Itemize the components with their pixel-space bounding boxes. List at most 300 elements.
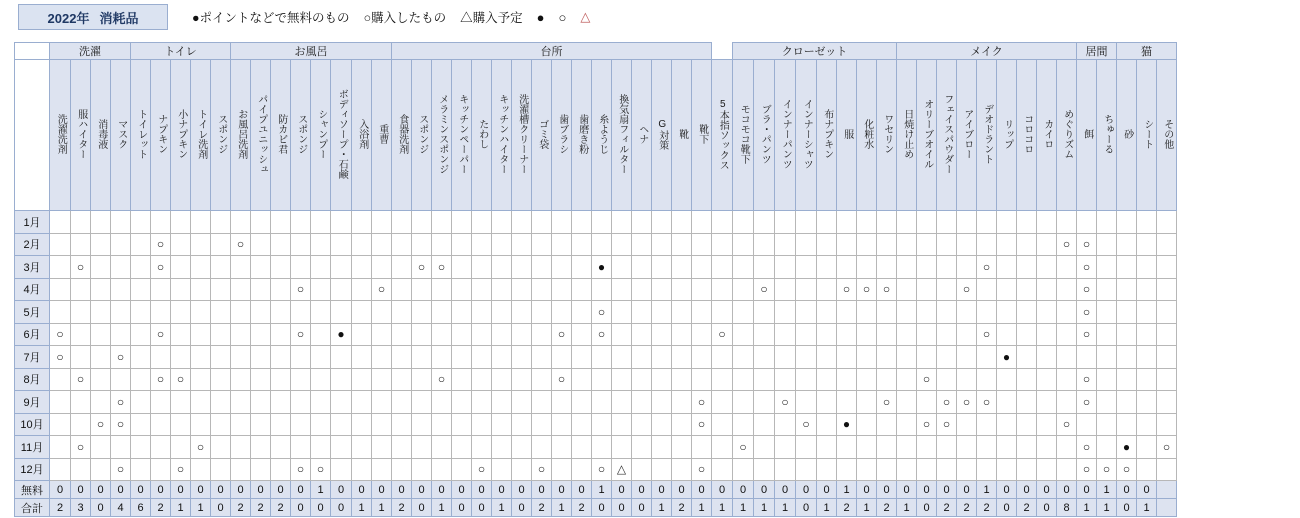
- data-cell[interactable]: [754, 233, 775, 256]
- data-cell[interactable]: [231, 256, 251, 279]
- data-cell[interactable]: [632, 211, 652, 234]
- data-cell[interactable]: [372, 233, 392, 256]
- data-cell[interactable]: [612, 301, 632, 324]
- data-cell[interactable]: ○: [1157, 436, 1177, 459]
- data-cell[interactable]: [817, 233, 837, 256]
- data-cell[interactable]: [754, 368, 775, 391]
- data-cell[interactable]: [632, 458, 652, 481]
- data-cell[interactable]: [352, 323, 372, 346]
- data-cell[interactable]: [372, 458, 392, 481]
- data-cell[interactable]: [733, 391, 754, 414]
- data-cell[interactable]: [412, 301, 432, 324]
- data-cell[interactable]: ○: [937, 413, 957, 436]
- data-cell[interactable]: [1037, 436, 1057, 459]
- data-cell[interactable]: [251, 211, 271, 234]
- data-cell[interactable]: [957, 346, 977, 369]
- data-cell[interactable]: [817, 323, 837, 346]
- data-cell[interactable]: [532, 256, 552, 279]
- data-cell[interactable]: [1017, 368, 1037, 391]
- data-cell[interactable]: [796, 278, 817, 301]
- data-cell[interactable]: ●: [837, 413, 857, 436]
- data-cell[interactable]: [1117, 391, 1137, 414]
- data-cell[interactable]: [1137, 436, 1157, 459]
- data-cell[interactable]: [1037, 346, 1057, 369]
- data-cell[interactable]: [937, 211, 957, 234]
- data-cell[interactable]: [1037, 278, 1057, 301]
- data-cell[interactable]: [392, 301, 412, 324]
- data-cell[interactable]: [352, 391, 372, 414]
- data-cell[interactable]: ○: [937, 391, 957, 414]
- data-cell[interactable]: ○: [837, 278, 857, 301]
- data-cell[interactable]: [592, 391, 612, 414]
- data-cell[interactable]: [1157, 458, 1177, 481]
- data-cell[interactable]: [1157, 256, 1177, 279]
- data-cell[interactable]: [71, 301, 91, 324]
- data-cell[interactable]: [1077, 211, 1097, 234]
- data-cell[interactable]: ○: [733, 436, 754, 459]
- data-cell[interactable]: [1097, 233, 1117, 256]
- data-cell[interactable]: [211, 436, 231, 459]
- data-cell[interactable]: [452, 278, 472, 301]
- data-cell[interactable]: [331, 256, 352, 279]
- data-cell[interactable]: [352, 211, 372, 234]
- data-cell[interactable]: [291, 211, 311, 234]
- data-cell[interactable]: [291, 413, 311, 436]
- data-cell[interactable]: [151, 436, 171, 459]
- data-cell[interactable]: [754, 458, 775, 481]
- data-cell[interactable]: [1057, 256, 1077, 279]
- data-cell[interactable]: [877, 301, 897, 324]
- data-cell[interactable]: [652, 278, 672, 301]
- data-cell[interactable]: [977, 368, 997, 391]
- data-cell[interactable]: [131, 413, 151, 436]
- data-cell[interactable]: [937, 233, 957, 256]
- data-cell[interactable]: [211, 413, 231, 436]
- data-cell[interactable]: [392, 256, 412, 279]
- data-cell[interactable]: ○: [1077, 256, 1097, 279]
- data-cell[interactable]: [472, 301, 492, 324]
- data-cell[interactable]: [311, 301, 331, 324]
- data-cell[interactable]: [937, 368, 957, 391]
- data-cell[interactable]: [572, 413, 592, 436]
- data-cell[interactable]: [1157, 368, 1177, 391]
- data-cell[interactable]: [877, 256, 897, 279]
- data-cell[interactable]: [796, 368, 817, 391]
- data-cell[interactable]: [452, 413, 472, 436]
- data-cell[interactable]: [572, 458, 592, 481]
- data-cell[interactable]: [592, 233, 612, 256]
- data-cell[interactable]: [1137, 391, 1157, 414]
- data-cell[interactable]: [231, 391, 251, 414]
- data-cell[interactable]: [1017, 211, 1037, 234]
- data-cell[interactable]: [472, 278, 492, 301]
- data-cell[interactable]: [692, 301, 712, 324]
- data-cell[interactable]: [692, 346, 712, 369]
- data-cell[interactable]: [1117, 278, 1137, 301]
- data-cell[interactable]: [412, 458, 432, 481]
- data-cell[interactable]: [592, 211, 612, 234]
- data-cell[interactable]: ○: [1057, 233, 1077, 256]
- data-cell[interactable]: [733, 211, 754, 234]
- data-cell[interactable]: [957, 233, 977, 256]
- data-cell[interactable]: [552, 413, 572, 436]
- data-cell[interactable]: [131, 301, 151, 324]
- data-cell[interactable]: [672, 346, 692, 369]
- data-cell[interactable]: [492, 391, 512, 414]
- data-cell[interactable]: ○: [1077, 458, 1097, 481]
- data-cell[interactable]: [392, 391, 412, 414]
- data-cell[interactable]: [1017, 301, 1037, 324]
- data-cell[interactable]: [857, 413, 877, 436]
- data-cell[interactable]: [957, 211, 977, 234]
- data-cell[interactable]: [997, 413, 1017, 436]
- data-cell[interactable]: [191, 233, 211, 256]
- data-cell[interactable]: [857, 233, 877, 256]
- data-cell[interactable]: [712, 301, 733, 324]
- data-cell[interactable]: [632, 368, 652, 391]
- data-cell[interactable]: [352, 301, 372, 324]
- data-cell[interactable]: [352, 368, 372, 391]
- data-cell[interactable]: [837, 458, 857, 481]
- data-cell[interactable]: [412, 391, 432, 414]
- data-cell[interactable]: [897, 211, 917, 234]
- data-cell[interactable]: [1017, 323, 1037, 346]
- data-cell[interactable]: [796, 436, 817, 459]
- data-cell[interactable]: ○: [50, 346, 71, 369]
- data-cell[interactable]: ○: [1077, 301, 1097, 324]
- data-cell[interactable]: [50, 278, 71, 301]
- data-cell[interactable]: [592, 368, 612, 391]
- data-cell[interactable]: [672, 211, 692, 234]
- data-cell[interactable]: [997, 391, 1017, 414]
- data-cell[interactable]: [311, 391, 331, 414]
- data-cell[interactable]: [291, 436, 311, 459]
- data-cell[interactable]: [672, 323, 692, 346]
- data-cell[interactable]: [817, 346, 837, 369]
- data-cell[interactable]: [1117, 346, 1137, 369]
- data-cell[interactable]: [372, 413, 392, 436]
- data-cell[interactable]: [331, 458, 352, 481]
- data-cell[interactable]: [733, 278, 754, 301]
- data-cell[interactable]: [492, 278, 512, 301]
- data-cell[interactable]: [754, 256, 775, 279]
- data-cell[interactable]: [857, 211, 877, 234]
- data-cell[interactable]: [171, 346, 191, 369]
- data-cell[interactable]: [897, 233, 917, 256]
- data-cell[interactable]: [817, 301, 837, 324]
- data-cell[interactable]: [937, 301, 957, 324]
- data-cell[interactable]: [672, 413, 692, 436]
- data-cell[interactable]: [532, 346, 552, 369]
- data-cell[interactable]: [652, 211, 672, 234]
- data-cell[interactable]: [512, 436, 532, 459]
- data-cell[interactable]: [532, 368, 552, 391]
- data-cell[interactable]: [392, 233, 412, 256]
- data-cell[interactable]: [937, 323, 957, 346]
- data-cell[interactable]: [775, 436, 796, 459]
- data-cell[interactable]: [171, 256, 191, 279]
- data-cell[interactable]: [672, 233, 692, 256]
- data-cell[interactable]: [612, 211, 632, 234]
- data-cell[interactable]: ○: [775, 391, 796, 414]
- data-cell[interactable]: [432, 211, 452, 234]
- data-cell[interactable]: [372, 368, 392, 391]
- data-cell[interactable]: [692, 436, 712, 459]
- data-cell[interactable]: [352, 436, 372, 459]
- data-cell[interactable]: [271, 368, 291, 391]
- data-cell[interactable]: [552, 256, 572, 279]
- data-cell[interactable]: ○: [532, 458, 552, 481]
- data-cell[interactable]: [1157, 233, 1177, 256]
- data-cell[interactable]: [311, 323, 331, 346]
- data-cell[interactable]: ○: [796, 413, 817, 436]
- data-cell[interactable]: [1037, 391, 1057, 414]
- data-cell[interactable]: [71, 323, 91, 346]
- data-cell[interactable]: [733, 458, 754, 481]
- data-cell[interactable]: ○: [692, 413, 712, 436]
- data-cell[interactable]: [552, 436, 572, 459]
- data-cell[interactable]: [957, 256, 977, 279]
- data-cell[interactable]: [512, 368, 532, 391]
- data-cell[interactable]: [817, 413, 837, 436]
- data-cell[interactable]: [271, 256, 291, 279]
- data-cell[interactable]: [632, 323, 652, 346]
- data-cell[interactable]: [552, 278, 572, 301]
- data-cell[interactable]: [837, 346, 857, 369]
- data-cell[interactable]: [877, 233, 897, 256]
- data-cell[interactable]: [191, 368, 211, 391]
- data-cell[interactable]: [532, 436, 552, 459]
- data-cell[interactable]: [572, 346, 592, 369]
- data-cell[interactable]: [472, 323, 492, 346]
- data-cell[interactable]: ○: [1097, 458, 1117, 481]
- data-cell[interactable]: [311, 368, 331, 391]
- data-cell[interactable]: [775, 211, 796, 234]
- data-cell[interactable]: [775, 278, 796, 301]
- data-cell[interactable]: ○: [877, 278, 897, 301]
- data-cell[interactable]: [754, 346, 775, 369]
- data-cell[interactable]: [1157, 391, 1177, 414]
- data-cell[interactable]: [837, 368, 857, 391]
- data-cell[interactable]: [652, 301, 672, 324]
- data-cell[interactable]: [897, 301, 917, 324]
- data-cell[interactable]: [91, 233, 111, 256]
- data-cell[interactable]: ○: [1077, 436, 1097, 459]
- data-cell[interactable]: [897, 278, 917, 301]
- data-cell[interactable]: [1037, 211, 1057, 234]
- data-cell[interactable]: [452, 458, 472, 481]
- data-cell[interactable]: [311, 436, 331, 459]
- data-cell[interactable]: [1137, 211, 1157, 234]
- data-cell[interactable]: ○: [71, 256, 91, 279]
- data-cell[interactable]: [817, 278, 837, 301]
- data-cell[interactable]: [712, 436, 733, 459]
- data-cell[interactable]: [472, 368, 492, 391]
- data-cell[interactable]: [877, 413, 897, 436]
- data-cell[interactable]: [1077, 346, 1097, 369]
- data-cell[interactable]: [91, 436, 111, 459]
- data-cell[interactable]: [50, 211, 71, 234]
- data-cell[interactable]: ○: [432, 368, 452, 391]
- data-cell[interactable]: [352, 458, 372, 481]
- data-cell[interactable]: [612, 391, 632, 414]
- data-cell[interactable]: [512, 256, 532, 279]
- data-cell[interactable]: [652, 233, 672, 256]
- data-cell[interactable]: [877, 436, 897, 459]
- data-cell[interactable]: [1017, 278, 1037, 301]
- data-cell[interactable]: [392, 323, 412, 346]
- data-cell[interactable]: [291, 256, 311, 279]
- data-cell[interactable]: [754, 436, 775, 459]
- data-cell[interactable]: [977, 346, 997, 369]
- data-cell[interactable]: [271, 413, 291, 436]
- data-cell[interactable]: [432, 278, 452, 301]
- data-cell[interactable]: [1157, 346, 1177, 369]
- data-cell[interactable]: [692, 233, 712, 256]
- data-cell[interactable]: [1097, 436, 1117, 459]
- data-cell[interactable]: [552, 233, 572, 256]
- data-cell[interactable]: [917, 391, 937, 414]
- data-cell[interactable]: ○: [712, 323, 733, 346]
- data-cell[interactable]: [652, 368, 672, 391]
- data-cell[interactable]: [1057, 211, 1077, 234]
- data-cell[interactable]: [672, 368, 692, 391]
- data-cell[interactable]: [937, 256, 957, 279]
- data-cell[interactable]: [857, 368, 877, 391]
- data-cell[interactable]: [452, 323, 472, 346]
- data-cell[interactable]: [712, 458, 733, 481]
- data-cell[interactable]: ○: [552, 323, 572, 346]
- data-cell[interactable]: [171, 391, 191, 414]
- data-cell[interactable]: [857, 436, 877, 459]
- data-cell[interactable]: [672, 436, 692, 459]
- data-cell[interactable]: ○: [1077, 233, 1097, 256]
- data-cell[interactable]: [733, 413, 754, 436]
- data-cell[interactable]: [171, 323, 191, 346]
- data-cell[interactable]: [151, 211, 171, 234]
- data-cell[interactable]: [512, 278, 532, 301]
- data-cell[interactable]: [1057, 391, 1077, 414]
- data-cell[interactable]: ○: [592, 301, 612, 324]
- data-cell[interactable]: [50, 413, 71, 436]
- data-cell[interactable]: [271, 391, 291, 414]
- data-cell[interactable]: [712, 211, 733, 234]
- data-cell[interactable]: [917, 458, 937, 481]
- data-cell[interactable]: [552, 211, 572, 234]
- data-cell[interactable]: [251, 413, 271, 436]
- data-cell[interactable]: [91, 391, 111, 414]
- data-cell[interactable]: [572, 211, 592, 234]
- data-cell[interactable]: [552, 301, 572, 324]
- data-cell[interactable]: [857, 323, 877, 346]
- data-cell[interactable]: ○: [291, 323, 311, 346]
- data-cell[interactable]: [271, 301, 291, 324]
- data-cell[interactable]: [1057, 368, 1077, 391]
- data-cell[interactable]: [1057, 346, 1077, 369]
- data-cell[interactable]: [331, 368, 352, 391]
- data-cell[interactable]: ○: [151, 368, 171, 391]
- data-cell[interactable]: [632, 301, 652, 324]
- data-cell[interactable]: ●: [997, 346, 1017, 369]
- data-cell[interactable]: [917, 256, 937, 279]
- data-cell[interactable]: [91, 256, 111, 279]
- data-cell[interactable]: [71, 413, 91, 436]
- data-cell[interactable]: [412, 233, 432, 256]
- data-cell[interactable]: [352, 233, 372, 256]
- data-cell[interactable]: [171, 233, 191, 256]
- data-cell[interactable]: [191, 301, 211, 324]
- data-cell[interactable]: [1137, 301, 1157, 324]
- data-cell[interactable]: [231, 301, 251, 324]
- data-cell[interactable]: ○: [917, 368, 937, 391]
- data-cell[interactable]: [1037, 458, 1057, 481]
- data-cell[interactable]: [572, 301, 592, 324]
- data-cell[interactable]: [917, 301, 937, 324]
- data-cell[interactable]: [50, 436, 71, 459]
- data-cell[interactable]: [1097, 256, 1117, 279]
- data-cell[interactable]: [652, 256, 672, 279]
- data-cell[interactable]: [71, 458, 91, 481]
- data-cell[interactable]: [512, 346, 532, 369]
- data-cell[interactable]: [532, 233, 552, 256]
- data-cell[interactable]: [372, 256, 392, 279]
- data-cell[interactable]: [754, 413, 775, 436]
- data-cell[interactable]: [91, 458, 111, 481]
- data-cell[interactable]: ○: [91, 413, 111, 436]
- data-cell[interactable]: [512, 233, 532, 256]
- data-cell[interactable]: [372, 323, 392, 346]
- data-cell[interactable]: [877, 211, 897, 234]
- data-cell[interactable]: [1057, 323, 1077, 346]
- data-cell[interactable]: ○: [111, 391, 131, 414]
- data-cell[interactable]: [997, 233, 1017, 256]
- data-cell[interactable]: [733, 233, 754, 256]
- data-cell[interactable]: [712, 256, 733, 279]
- data-cell[interactable]: [191, 256, 211, 279]
- data-cell[interactable]: [592, 436, 612, 459]
- data-cell[interactable]: [937, 278, 957, 301]
- data-cell[interactable]: [1037, 368, 1057, 391]
- data-cell[interactable]: [652, 436, 672, 459]
- data-cell[interactable]: [917, 436, 937, 459]
- data-cell[interactable]: [131, 233, 151, 256]
- data-cell[interactable]: [111, 368, 131, 391]
- data-cell[interactable]: [733, 301, 754, 324]
- data-cell[interactable]: [1037, 323, 1057, 346]
- data-cell[interactable]: [857, 346, 877, 369]
- data-cell[interactable]: [291, 391, 311, 414]
- data-cell[interactable]: [472, 436, 492, 459]
- data-cell[interactable]: ○: [1077, 391, 1097, 414]
- data-cell[interactable]: [672, 256, 692, 279]
- data-cell[interactable]: [532, 323, 552, 346]
- data-cell[interactable]: [754, 301, 775, 324]
- data-cell[interactable]: [50, 256, 71, 279]
- data-cell[interactable]: [171, 413, 191, 436]
- data-cell[interactable]: [917, 211, 937, 234]
- data-cell[interactable]: [392, 413, 412, 436]
- data-cell[interactable]: ○: [877, 391, 897, 414]
- data-cell[interactable]: [412, 346, 432, 369]
- data-cell[interactable]: [1037, 256, 1057, 279]
- data-cell[interactable]: [331, 278, 352, 301]
- data-cell[interactable]: [452, 368, 472, 391]
- data-cell[interactable]: [1017, 256, 1037, 279]
- data-cell[interactable]: [131, 368, 151, 391]
- data-cell[interactable]: [957, 413, 977, 436]
- data-cell[interactable]: [71, 346, 91, 369]
- data-cell[interactable]: [1117, 301, 1137, 324]
